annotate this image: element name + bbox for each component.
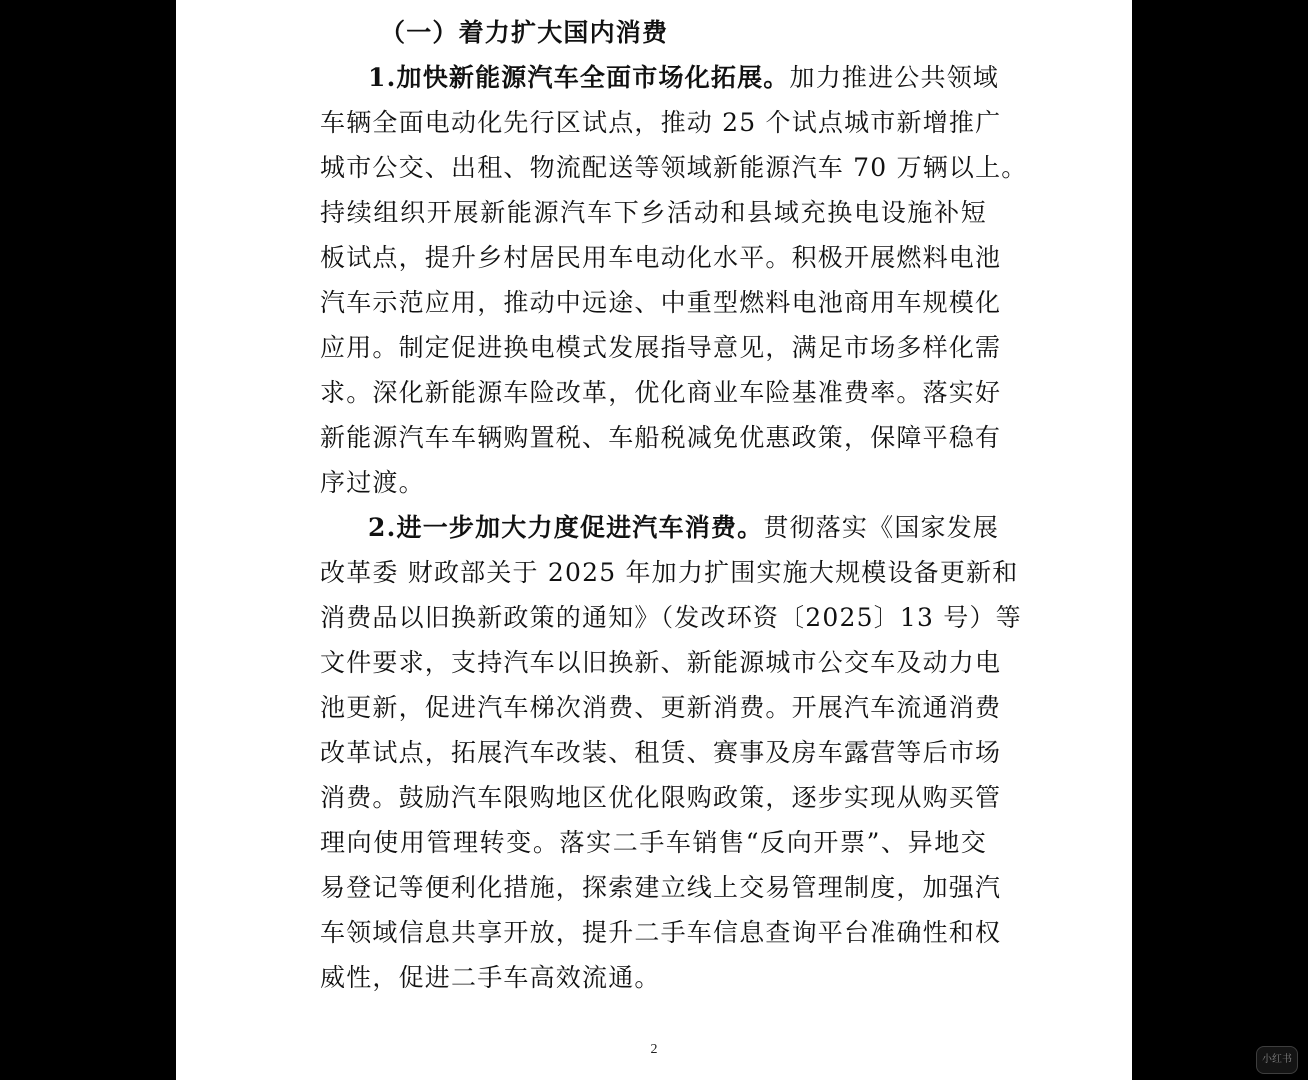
paragraph-1-line: 新能源汽车车辆购置税、车船税减免优惠政策，保障平稳有 <box>320 423 1002 452</box>
paragraph-1-line-last: 序过渡。 <box>320 468 425 497</box>
paragraph-2-line: 改革试点，拓展汽车改装、租赁、赛事及房车露营等后市场 <box>320 738 1002 767</box>
paragraph-1-title: 1.加快新能源汽车全面市场化拓展。 <box>368 63 790 92</box>
paragraph-2-line: 消费。鼓励汽车限购地区优化限购政策，逐步实现从购买管 <box>320 783 1002 812</box>
paragraph-2-line: 文件要求，支持汽车以旧换新、新能源城市公交车及动力电 <box>320 648 1002 677</box>
paragraph-1-line: 城市公交、出租、物流配送等领域新能源汽车 70 万辆以上。 <box>320 153 1028 182</box>
paragraph-2-line: 池更新，促进汽车梯次消费、更新消费。开展汽车流通消费 <box>320 693 1002 722</box>
watermark-logo: 小红书 <box>1256 1046 1298 1074</box>
paragraph-2-line-last: 威性，促进二手车高效流通。 <box>320 963 661 992</box>
paragraph-1-line: 汽车示范应用，推动中远途、中重型燃料电池商用车规模化 <box>320 288 1002 317</box>
paragraph-2-line: 易登记等便利化措施，探索建立线上交易管理制度，加强汽 <box>320 873 1002 902</box>
document-page <box>176 0 1132 1080</box>
paragraph-2-line: 车领域信息共享开放，提升二手车信息查询平台准确性和权 <box>320 918 1002 947</box>
paragraph-1-line: 求。深化新能源车险改革，优化商业车险基准费率。落实好 <box>320 378 1002 407</box>
paragraph-1-line: 应用。制定促进换电模式发展指导意见，满足市场多样化需 <box>320 333 1002 362</box>
paragraph-2-line: 理向使用管理转变。落实二手车销售“反向开票”、异地交 <box>320 828 987 857</box>
page-number: 2 <box>650 1042 658 1057</box>
paragraph-2-line-1: 2.进一步加大力度促进汽车消费。贯彻落实《国家发展 <box>368 513 1000 542</box>
paragraph-2-line: 消费品以旧换新政策的通知》（发改环资〔2025〕13 号）等 <box>320 603 1022 632</box>
paragraph-1-line: 板试点，提升乡村居民用车电动化水平。积极开展燃料电池 <box>320 243 1002 272</box>
paragraph-2-line: 改革委 财政部关于 2025 年加力扩围实施大规模设备更新和 <box>320 558 1019 587</box>
section-heading: （一）着力扩大国内消费 <box>380 18 669 47</box>
paragraph-1-line: 持续组织开展新能源汽车下乡活动和县域充换电设施补短 <box>320 198 987 227</box>
paragraph-1-line-1: 1.加快新能源汽车全面市场化拓展。加力推进公共领域 <box>368 63 1000 92</box>
paragraph-1-line: 车辆全面电动化先行区试点，推动 25 个试点城市新增推广 <box>320 108 1002 137</box>
paragraph-2-title: 2.进一步加大力度促进汽车消费。 <box>368 513 764 542</box>
